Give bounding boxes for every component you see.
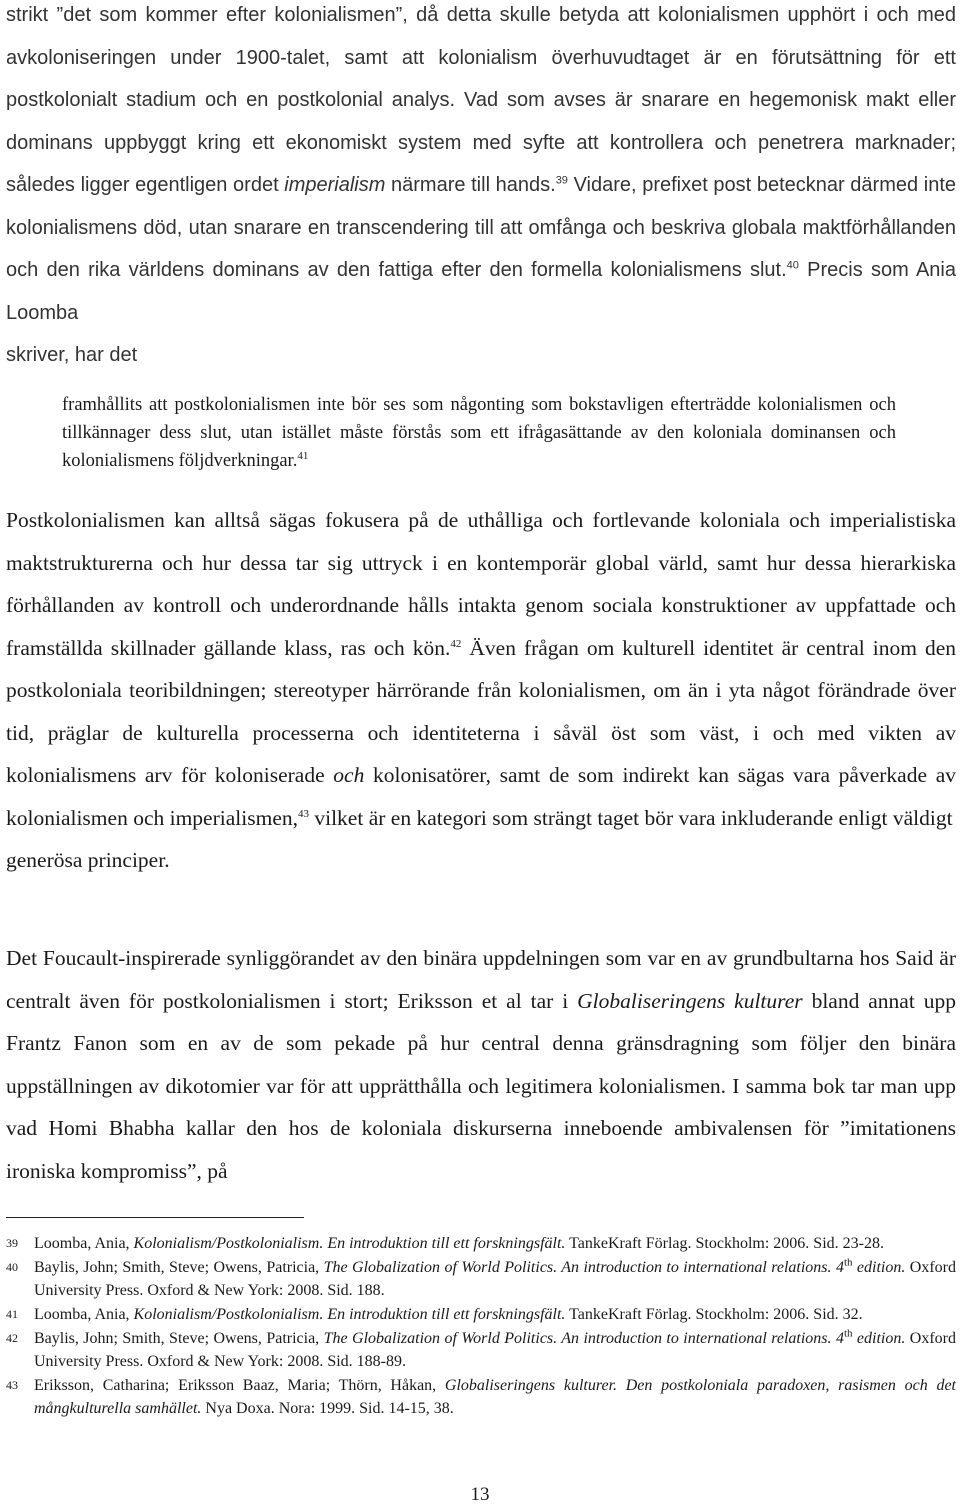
footnote-ref-42[interactable]: 42 — [450, 637, 462, 650]
footnote-separator — [6, 1217, 304, 1218]
footnote-number: 43 — [6, 1378, 18, 1392]
footnote-title: The Globalization of World Politics. An introduction to international relations. 4 — [323, 1259, 844, 1276]
quote-text: framhållits att postkolonialismen inte bör ses som någonting som bokstavligen efterträdde kolonialismen och tillkännager dess slut, utan istället måste förstås som ett ifrågasättande av den koloniala dominansen och kolonialismens följdverkningar. — [62, 395, 896, 471]
footnote-text: Eriksson, Catharina; Eriksson Baaz, Maria; Thörn, Håkan, — [34, 1377, 445, 1394]
ordinal-suffix: th — [843, 1327, 853, 1340]
text-run: Vidare, prefixet post betecknar därmed inte kolonialismens död, utan snarare en transcendering till att omfånga och beskriva globala maktförhållanden och den rika världens dominans av den fattiga efter den formella kolonialismens slut. — [6, 174, 956, 281]
text-run: vilket är en kategori som strängt taget bör vara inkluderande enligt väldigt — [308, 805, 953, 830]
text-run: Även frågan om kulturell identitet är central inom den postkoloniala teoribildningen; stereotyper härrörande från kolonialismen, om än i yta något förändrade över tid, präglar de kulturella processerna och identiteterna i såväl öst som väst, i och med vikten av kolonialismens arv för koloniserade — [6, 635, 956, 787]
text-run: närmare till hands. — [385, 174, 556, 196]
footnote-42 — [6, 1327, 956, 1373]
footnote-title: edition. — [852, 1259, 906, 1276]
footnote-text: Baylis, John; Smith, Steve; Owens, Patricia, — [34, 1330, 324, 1347]
footnote-ref-40[interactable]: 40 — [786, 259, 799, 272]
text-run: kolonisatörer, samt de som indirekt kan sägas vara påverkade av kolonialismen och imperialismen, — [6, 763, 956, 830]
ordinal-suffix: th — [843, 1256, 853, 1269]
footnote-number: 40 — [6, 1260, 18, 1274]
footnote-title: The Globalization of World Politics. An introduction to international relations. 4 — [323, 1330, 844, 1347]
footnote-39 — [6, 1232, 956, 1255]
footnote-text: Nya Doxa. Nora: 1999. Sid. 14-15, 38. — [201, 1400, 454, 1417]
italic-term: och — [333, 763, 365, 787]
footnote-text: TankeKraft Förlag. Stockholm: 2006. Sid. 23-28. — [565, 1235, 884, 1252]
footnote-text: Loomba, Ania, — [34, 1306, 134, 1323]
block-quote — [62, 391, 896, 475]
footnote-title: Kolonialism/Postkolonialism. En introduktion till ett forskningsfält. — [133, 1235, 566, 1252]
footnotes — [6, 1232, 956, 1421]
text-run: bland annat upp Frantz Fanon som en av de som pekade på hur central denna gränsdragning som följer den binära uppställningen av dikotomier var för att upprätthålla och legitimera kolonialismen. I samma bok tar man upp vad Homi Bhabha kallar den hos de koloniala diskurserna inneboende ambivalensen för ”imitationens ironiska kompromiss”, på — [6, 988, 957, 1183]
text-run-last-line: generösa principer. — [6, 848, 170, 872]
footnote-number: 42 — [6, 1331, 18, 1345]
text-run: Precis som Ania Loomba — [6, 259, 956, 324]
text-run: Postkolonialismen kan alltså sägas fokusera på de uthålliga och fortlevande koloniala och imperialistiska maktstrukturerna och hur dessa tar sig uttryck i en kontemporär global värld, samt hur dessa hierarkiska förhållanden av kontroll och underordnande hålls intakta genom sociala konstruktioner av uppfattade och framställda skillnader gällande klass, ras och kön. — [6, 508, 956, 660]
footnote-ref-39[interactable]: 39 — [555, 174, 568, 187]
footnote-text: Oxford University Press. Oxford & New York: 2008. Sid. 188. — [34, 1259, 957, 1299]
footnote-text: Oxford University Press. Oxford & New York: 2008. Sid. 188-89. — [34, 1330, 957, 1370]
footnote-43 — [6, 1374, 956, 1420]
body-paragraph-3 — [6, 937, 956, 1192]
footnote-title: edition. — [852, 1330, 906, 1347]
footnote-number: 41 — [6, 1307, 18, 1321]
text-run: Det Foucault-inspirerade synliggörandet av den binära uppdelningen som var en av grundbultarna hos Said är centralt även för postkolonialismen i stort; Eriksson et al tar i — [6, 946, 956, 1013]
text-run-last-line: skriver, har det — [6, 344, 138, 366]
footnote-text: Loomba, Ania, — [34, 1235, 134, 1252]
text-run: strikt ”det som kommer efter kolonialismen”, då detta skulle betyda att kolonialismen upphört i och med avkoloniseringen under 1900-talet, samt att kolonialism överhuvudtaget är en förutsättning för ett postkolonialt stadium och en postkolonial analys. Vad som avses är snarare en hegemonisk makt eller dominans uppbyggt kring ett ekonomiskt system med syfte att kontrollera och penetrera marknader; således ligger egentligen ordet — [6, 4, 956, 196]
footnote-41 — [6, 1303, 956, 1326]
italic-book-title: Globaliseringens kulturer — [577, 988, 803, 1013]
italic-term: imperialism — [284, 174, 386, 196]
footnote-title: Globaliseringens kulturer. Den postkoloniala paradoxen, rasismen och det mångkulturella samhället. — [34, 1377, 956, 1417]
footnote-ref-41[interactable]: 41 — [297, 449, 309, 462]
page-number: 13 — [470, 1484, 490, 1505]
body-paragraph-1 — [6, 0, 956, 377]
body-paragraph-2 — [6, 499, 956, 882]
footnote-text: Baylis, John; Smith, Steve; Owens, Patricia, — [34, 1259, 324, 1276]
footnote-40 — [6, 1256, 956, 1302]
footnote-text: TankeKraft Förlag. Stockholm: 2006. Sid. 32. — [565, 1306, 863, 1323]
footnote-ref-43[interactable]: 43 — [297, 807, 309, 820]
footnote-number: 39 — [6, 1236, 18, 1250]
footnote-title: Kolonialism/Postkolonialism. En introduktion till ett forskningsfält. — [133, 1306, 566, 1323]
